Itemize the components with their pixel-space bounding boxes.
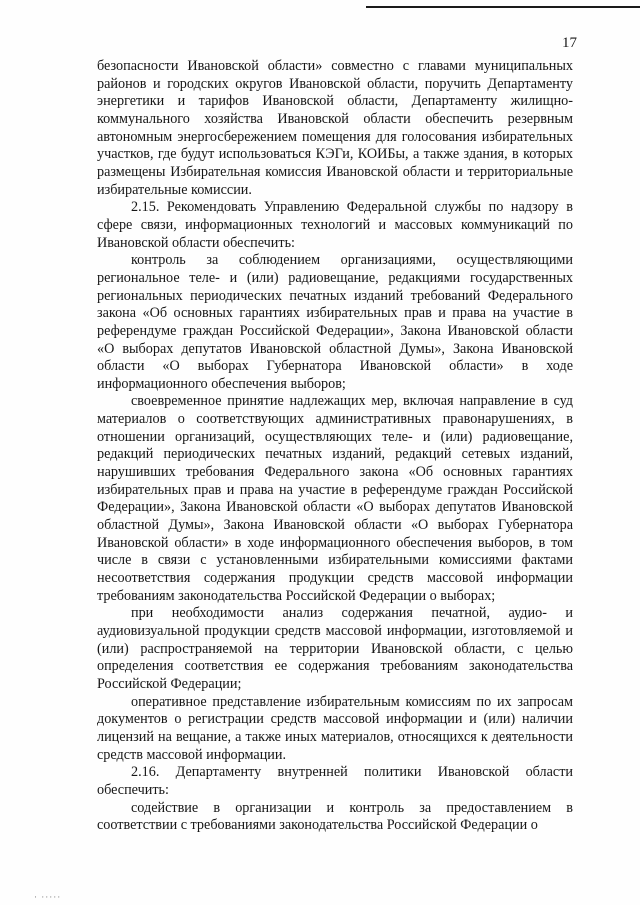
document-body — [97, 58, 573, 835]
paragraph-content-analysis: при необходимости анализ содержания печатной, аудио- и аудиовизуальной продукции средств массовой информации, изготовляемой и (или) распространяемой на территории Ивановской области, с целью определения соответствия ее содержания требованиям законодательства Российской Федерации; — [97, 605, 573, 692]
page-number: 17 — [562, 35, 577, 51]
top-rule-divider — [366, 6, 640, 8]
paragraph-documents-submission: оперативное представление избирательным комиссиям по их запросам документов о регистрации средств массовой информации и (или) наличии лицензий на вещание, а также иных материалов, относящихся к деятельности средств массовой информации. — [97, 693, 573, 763]
paragraph-continuation: безопасности Ивановской области» совместно с главами муниципальных районов и городских округов Ивановской области, поручить Департаменту энергетики и тарифов Ивановской области, Департаменту жилищно-коммунального хозяйства Ивановской области обеспечить резервным автономным энергосбережением помещения для голосования избирательных участков, где будут использоваться КЭГи, КОИБы, а также здания, в которых размещены Избирательная комиссия Ивановской области и территориальные избирательные комиссии. — [97, 58, 573, 198]
paragraph-assistance: содействие в организации и контроль за предоставлением в соответствии с требованиями законодательства Российской Федерации о — [97, 799, 573, 834]
paragraph-control: контроль за соблюдением организациями, осуществляющими региональное теле- и (или) радиовещание, редакциями государственных региональных периодических печатных изданий требований Федерального закона «Об основных гарантиях избирательных прав и права на участие в референдуме граждан Российской Федерации», Закона Ивановской области «О выборах депутатов Ивановской областной Думы», Закона Ивановской области «О выборах Губернатора Ивановской области» в ходе информационного обеспечения выборов; — [97, 252, 573, 392]
footer-scan-marks: · ····· — [34, 892, 62, 902]
paragraph-section-2-16: 2.16. Департаменту внутренней политики Ивановской области обеспечить: — [97, 764, 573, 798]
paragraph-timely-measures: своевременное принятие надлежащих мер, включая направление в суд материалов о соответствующих административных правонарушениях, в отношении организаций, осуществляющих теле- и (или) радиовещание, редакций периодических печатных изданий, редакций сетевых изданий, нарушивших требования Федерального закона «Об основных гарантиях избирательных прав и права на участие в референдуме граждан Российской Федерации», Закона Ивановской области «О выборах депутатов Ивановской областной Думы», Закона Ивановской области «О выборах Губернатора Ивановской области» в ходе информационного обеспечения выборов, в том числе в связи с установленными избирательными комиссиями фактами несоответствия содержания продукции средств массовой информации требованиям законодательства Российской Федерации о выборах; — [97, 393, 573, 604]
paragraph-section-2-15: 2.15. Рекомендовать Управлению Федеральной службы по надзору в сфере связи, информационных технологий и массовых коммуникаций по Ивановской области обеспечить: — [97, 199, 573, 251]
